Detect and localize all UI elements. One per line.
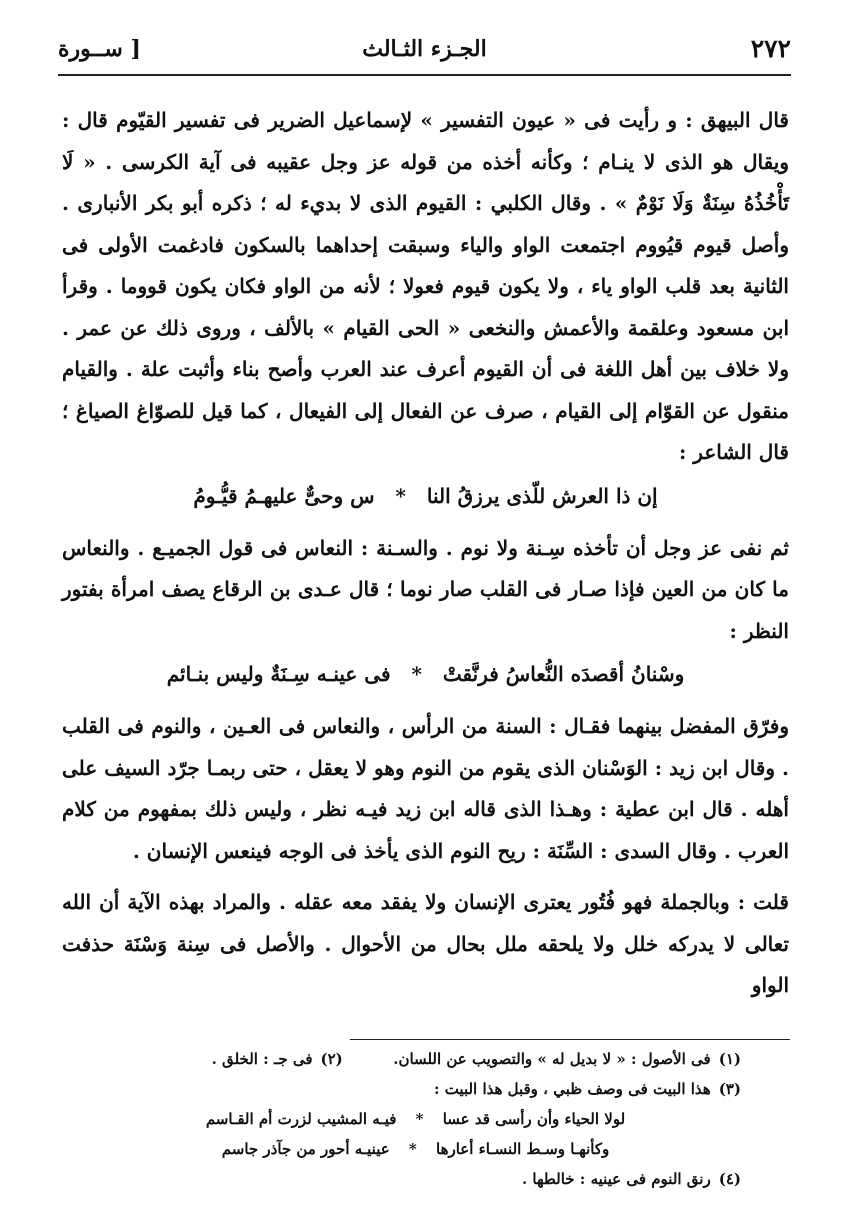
paragraph-1: قال البيهق : و رأيت فى « عيون التفسير » لإسماعيل الضرير فى تفسير القيّوم قال : ويقال هو الذى لا ينـام ؛ وكأنه أخذه من قوله عز وجل عقيبه فى آية الكرسى . « لَا تَأْخُذُهُ سِنَةٌ وَلَا نَوْمٌ » . وقال الكلبي : القيوم الذى لا بديء له ؛ ذكره أبو بكر الأنبارى . وأصل قيوم قيُووم اجتمعت الواو والياء وسبقت إحداهما بالسكون فادغمت الأولى فى الثانية بعد قلب الواو ياء ، ولا يكون قيوم فعولا ؛ لأنه من الواو فكان يكون قووما . وقرأ ابن مسعود وعلقمة والأعمش والنخعى « الحى القيام » بالألف ، وروى ذلك عن عمر . ولا خلاف بين أهل اللغة فى أن القيوم أعرف عند العرب وأصح بناء وأثبت علة . والقيام منقول عن القوّام إلى القيام ، صرف عن الفعال إلى الفيعال ، كما قيل للصوّاغ الصياغ ؛ قال الشاعر :: [62, 108, 789, 464]
paragraph-3: وفرّق المفضل بينهما فقـال : السنة من الرأس ، والنعاس فى العـين ، والنوم فى القلب . وقال ابن زيد : الوَسْنان الذى يقوم من النوم وهو لا يعقل ، حتى ربمـا جرّد السيف على أهله . قال ابن عطية : وهـذا الذى قاله ابن زيد فيـه نظر ، وليس ذلك بمفهوم من كلام العرب . وقال السدى : السِّنَة : ريح النوم الذى يأخذ فى الوجه فينعس الإنسان .: [62, 714, 789, 863]
paragraph-4: قلت : وبالجملة فهو فُتُور يعترى الإنسان ولا يفقد معه عقله . والمراد بهذه الآية أن الله تعالى لا يدركه خلل ولا يلحقه ملل بحال من الأحوال . والأصل فى سِنة وَسْنَة حذفت الواو: [62, 890, 789, 997]
verse-separator: *: [395, 483, 406, 508]
verse-1-first-hemistich: إن ذا العرش للّذى يرزقُ النا: [426, 483, 658, 508]
footnote-1-text: فى الأصول : « لا بديل له » والتصويب عن اللسان.: [393, 1050, 711, 1068]
verse-separator: *: [411, 662, 422, 686]
footnote-1-2: [90, 1044, 741, 1074]
footnote-2-number: (٢): [320, 1050, 343, 1068]
footnote-3-verse-2: [90, 1134, 741, 1164]
paragraph-2: ثم نفى عز وجل أن تأخذه سِـنة ولا نوم . والسـنة : النعاس فى قول الجميـع . والنعاس ما كان من العين فإذا صـار فى القلب صار نوما ؛ قال عـدى بن الرقاع يصف امرأة بفتور النظر :: [62, 535, 789, 643]
page-body: [62, 100, 789, 1007]
footnote-3-number: (٣): [718, 1080, 741, 1098]
footnote-4-text: رنق النوم فى عينيه : خالطها .: [521, 1170, 711, 1188]
footnote-3: [90, 1074, 741, 1104]
running-title: الجـزء الثـالث: [362, 36, 487, 62]
footnotes: [90, 1044, 741, 1194]
verse-2-second-hemistich: فى عينـه سِـنَةٌ وليس بنـائم: [166, 662, 391, 686]
verse-separator: *: [415, 1110, 424, 1128]
footnote-1-number: (١): [718, 1050, 741, 1068]
verse-2-first-hemistich: وسْنانُ أقصدَه النُّعاسُ فرنَّقتْ: [442, 662, 685, 686]
footnote-2-text: فى جـ : الخلق .: [211, 1050, 313, 1068]
footnote-3-verse-2-b: عينيـه أحور من جآذر جاسم: [221, 1140, 390, 1158]
verse-2: [62, 652, 789, 696]
surah-label: [ ســورة: [58, 36, 141, 62]
footnote-4-number: (٤): [718, 1170, 741, 1188]
footnote-3-text: هذا البيت فى وصف ظبي ، وقبل هذا البيت :: [433, 1080, 711, 1098]
page-number: ٢٧٢: [750, 34, 791, 63]
verse-1: [62, 474, 789, 518]
footnote-3-verse-2-a: وكأنهـا وسـط النسـاء أعارها: [436, 1140, 610, 1158]
verse-1-second-hemistich: س وحىٌّ عليهـمُ قيُّـومُ: [193, 483, 375, 508]
footnote-4: [90, 1164, 741, 1194]
footnote-3-verse-1-a: لولا الحياء وأن رأسى قد عسا: [442, 1110, 626, 1128]
footnote-divider: [350, 1039, 790, 1040]
footnote-3-verse-1-b: فيـه المشيب لزرت أم القـاسم: [205, 1110, 397, 1128]
page-header: [58, 34, 791, 76]
verse-separator: *: [408, 1140, 417, 1158]
footnote-3-verse-1: [90, 1104, 741, 1134]
